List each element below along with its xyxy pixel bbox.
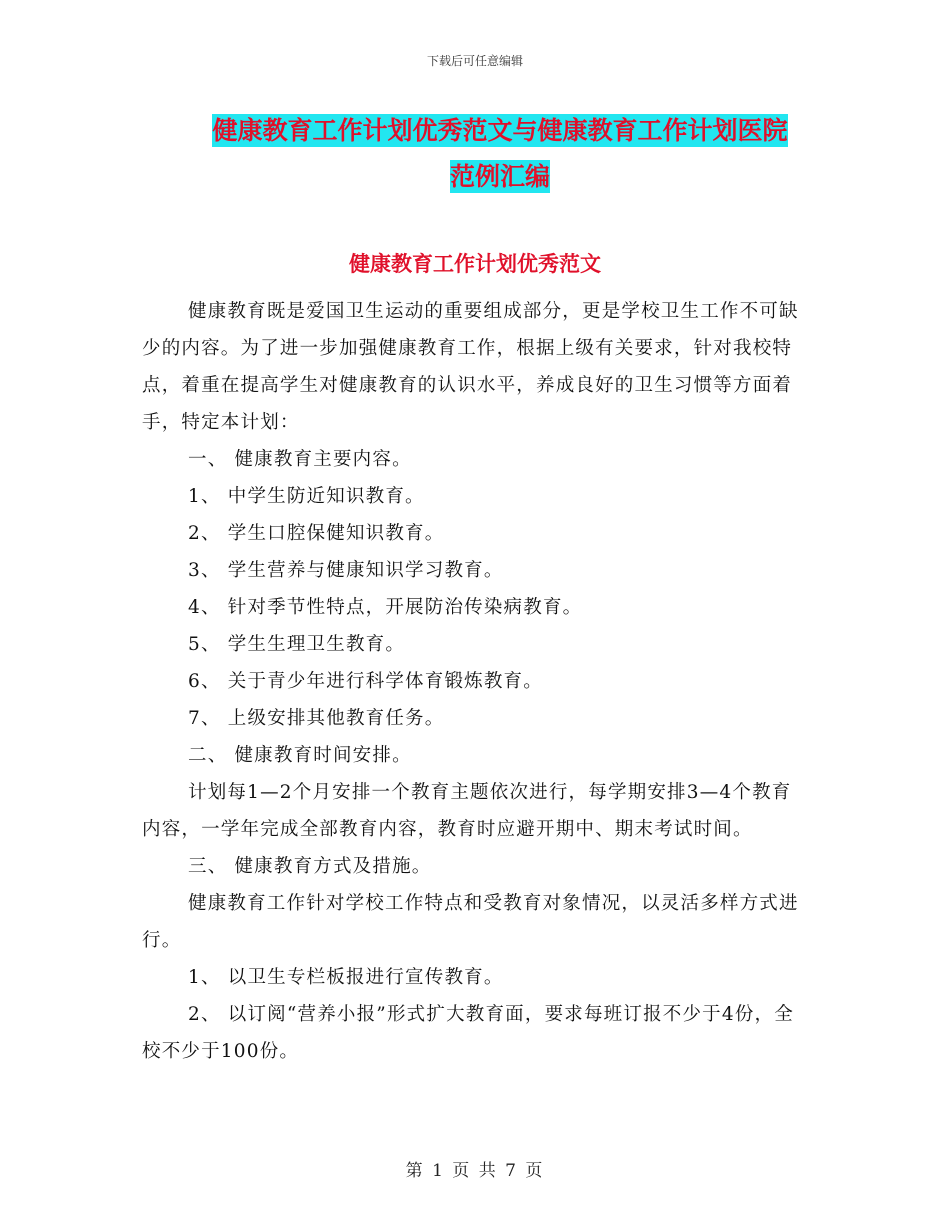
list-item: 3、 学生营养与健康知识学习教育。: [188, 560, 504, 581]
list-item: 2、 以订阅“营养小报”形式扩大教育面，要求每班订报不少于4份，全校不少于100份。: [142, 1004, 794, 1062]
heading-2: 二、 健康教育时间安排。: [188, 745, 412, 766]
list-item: 6、 关于青少年进行科学体育锻炼教育。: [188, 671, 543, 692]
list-item: 1、 以卫生专栏板报进行宣传教育。: [188, 967, 504, 988]
list-item: 2、 学生口腔保健知识教育。: [188, 523, 445, 544]
title-line-1: 健康教育工作计划优秀范文与健康教育工作计划医院: [212, 116, 788, 145]
paragraph-schedule: 计划每1—2个月安排一个教育主题依次进行，每学期安排3—4个教育内容，一学年完成全部教育内容，教育时应避开期中、期末考试时间。: [142, 782, 792, 840]
document-title: [150, 108, 850, 200]
list-item: 5、 学生生理卫生教育。: [188, 634, 406, 655]
title-line-2: 范例汇编: [449, 162, 550, 191]
paragraph-intro: 健康教育既是爱国卫生运动的重要组成部分，更是学校卫生工作不可缺少的内容。为了进一步加强健康教育工作，根据上级有关要求，针对我校特点，着重在提高学生对健康教育的认识水平，养成良好的卫生习惯等方面着手，特定本计划：: [142, 301, 799, 433]
page-header-note: 下载后可任意编辑: [426, 54, 523, 68]
list-item: 7、 上级安排其他教育任务。: [188, 708, 445, 729]
list-item: 4、 针对季节性特点，开展防治传染病教育。: [188, 597, 583, 618]
section-title: 健康教育工作计划优秀范文: [349, 252, 601, 276]
page-number: 第 1 页 共 7 页: [405, 1161, 545, 1181]
document-body: [142, 293, 802, 1070]
heading-3: 三、 健康教育方式及措施。: [188, 856, 432, 877]
heading-1: 一、 健康教育主要内容。: [188, 449, 412, 470]
list-item: 1、 中学生防近知识教育。: [188, 486, 425, 507]
paragraph-methods: 健康教育工作针对学校工作特点和受教育对象情况，以灵活多样方式进行。: [142, 893, 799, 951]
